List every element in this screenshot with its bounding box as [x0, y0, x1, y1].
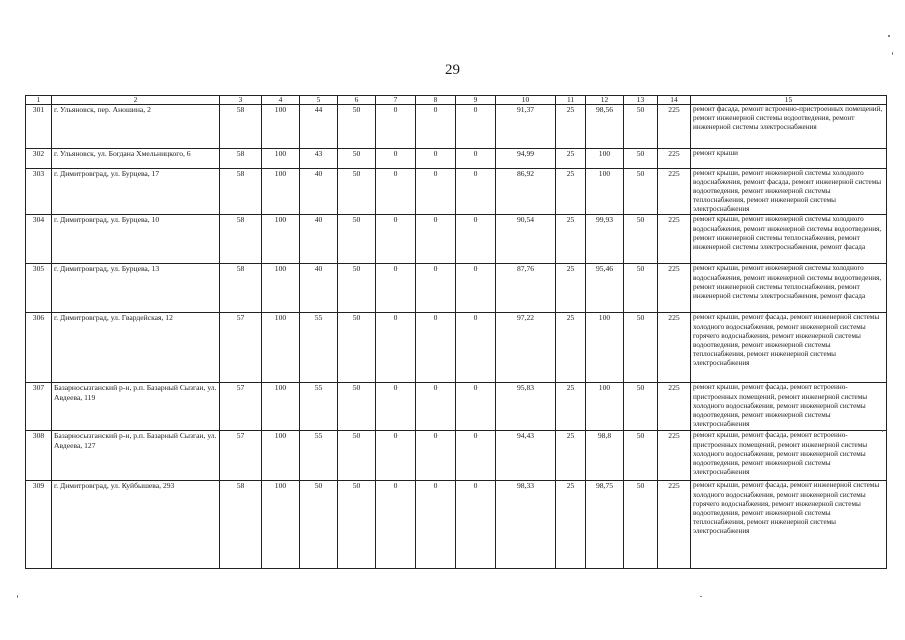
- repair-register-table: [25, 95, 887, 569]
- value-cell: 100: [586, 149, 624, 169]
- value-cell: 0: [416, 149, 456, 169]
- value-cell: 25: [556, 105, 586, 149]
- value-cell: 0: [376, 215, 416, 264]
- value-cell: 50: [624, 313, 658, 383]
- value-cell: 50: [338, 431, 376, 481]
- value-cell: 25: [556, 431, 586, 481]
- column-number-cell: 8: [416, 96, 456, 105]
- value-cell: 225: [658, 313, 691, 383]
- scan-speck: [17, 595, 18, 598]
- address-cell: г. Димитровград, ул. Бурцева, 10: [52, 215, 220, 264]
- value-cell: 57: [220, 431, 262, 481]
- value-cell: 50: [338, 105, 376, 149]
- column-number-cell: 13: [624, 96, 658, 105]
- repair-works-cell: ремонт крыши, ремонт инженерной системы холодного водоснабжения, ремонт инженерной системы водоотведения, ремонт инженерной системы теплоснабжения, ремонт инженерной системы электроснабжения, ремонт фасада: [691, 264, 887, 313]
- scan-speck: [882, 430, 883, 432]
- column-number-cell: 12: [586, 96, 624, 105]
- value-cell: 50: [624, 264, 658, 313]
- value-cell: 0: [416, 215, 456, 264]
- value-cell: 0: [376, 105, 416, 149]
- value-cell: 225: [658, 215, 691, 264]
- address-cell: Базарносызганский р-н, р.п. Базарный Сызган, ул. Авдеева, 127: [52, 431, 220, 481]
- value-cell: 25: [556, 313, 586, 383]
- column-number-cell: 11: [556, 96, 586, 105]
- column-number-cell: 9: [456, 96, 496, 105]
- column-number-cell: 3: [220, 96, 262, 105]
- value-cell: 50: [624, 169, 658, 215]
- column-number-cell: 2: [52, 96, 220, 105]
- value-cell: 0: [416, 481, 456, 569]
- value-cell: 50: [300, 481, 338, 569]
- value-cell: 86,92: [496, 169, 556, 215]
- value-cell: 100: [262, 431, 300, 481]
- address-cell: г. Димитровград, ул. Куйбышева, 293: [52, 481, 220, 569]
- value-cell: 100: [586, 383, 624, 431]
- value-cell: 0: [456, 149, 496, 169]
- address-cell: г. Димитровград, ул. Гвардейская, 12: [52, 313, 220, 383]
- repair-works-cell: ремонт крыши, ремонт фасада, ремонт встроенно-пристроенных помещений, ремонт инженерной системы холодного водоснабжения, ремонт инженерной системы водоотведения, ремонт инженерной системы электроснабжения: [691, 431, 887, 481]
- value-cell: 98,33: [496, 481, 556, 569]
- value-cell: 0: [416, 264, 456, 313]
- row-number-cell: 302: [26, 149, 52, 169]
- value-cell: 0: [376, 169, 416, 215]
- value-cell: 25: [556, 169, 586, 215]
- value-cell: 0: [376, 431, 416, 481]
- value-cell: 99,93: [586, 215, 624, 264]
- value-cell: 94,43: [496, 431, 556, 481]
- column-number-cell: 7: [376, 96, 416, 105]
- value-cell: 58: [220, 105, 262, 149]
- value-cell: 100: [262, 149, 300, 169]
- address-cell: г. Димитровград, ул. Бурцева, 13: [52, 264, 220, 313]
- table-row: [26, 149, 887, 169]
- value-cell: 58: [220, 149, 262, 169]
- value-cell: 58: [220, 215, 262, 264]
- repair-works-cell: ремонт крыши, ремонт фасада, ремонт инженерной системы холодного водоснабжения, ремонт инженерной системы горячего водоснабжения, ремонт инженерной системы водоотведения, ремонт инженерной системы теплоснабжения, ремонт инженерной системы электроснабжения: [691, 313, 887, 383]
- value-cell: 100: [262, 169, 300, 215]
- value-cell: 0: [456, 313, 496, 383]
- table-row: [26, 105, 887, 149]
- value-cell: 50: [338, 313, 376, 383]
- value-cell: 50: [338, 169, 376, 215]
- value-cell: 0: [456, 105, 496, 149]
- value-cell: 25: [556, 149, 586, 169]
- value-cell: 50: [338, 215, 376, 264]
- value-cell: 40: [300, 264, 338, 313]
- table-row: [26, 215, 887, 264]
- value-cell: 225: [658, 264, 691, 313]
- value-cell: 100: [586, 313, 624, 383]
- value-cell: 0: [456, 431, 496, 481]
- value-cell: 40: [300, 169, 338, 215]
- row-number-cell: 306: [26, 313, 52, 383]
- value-cell: 50: [338, 149, 376, 169]
- value-cell: 0: [376, 264, 416, 313]
- row-number-cell: 307: [26, 383, 52, 431]
- repair-works-cell: ремонт крыши, ремонт фасада, ремонт встроенно-пристроенных помещений, ремонт инженерной системы холодного водоснабжения, ремонт инженерной системы водоотведения, ремонт инженерной системы электроснабжения: [691, 383, 887, 431]
- column-number-cell: 1: [26, 96, 52, 105]
- repair-works-cell: ремонт крыши, ремонт фасада, ремонт инженерной системы холодного водоснабжения, ремонт инженерной системы горячего водоснабжения, ремонт инженерной системы водоотведения, ремонт инженерной системы теплоснабжения, ремонт инженерной системы электроснабжения: [691, 481, 887, 569]
- value-cell: 225: [658, 169, 691, 215]
- row-number-cell: 305: [26, 264, 52, 313]
- value-cell: 100: [262, 383, 300, 431]
- value-cell: 0: [456, 264, 496, 313]
- page-number: 29: [445, 62, 460, 78]
- table-row: [26, 431, 887, 481]
- value-cell: 225: [658, 149, 691, 169]
- table-row: [26, 383, 887, 431]
- address-cell: г. Ульяновск, пер. Аношина, 2: [52, 105, 220, 149]
- table-row: [26, 169, 887, 215]
- value-cell: 58: [220, 169, 262, 215]
- table-row: [26, 264, 887, 313]
- value-cell: 225: [658, 383, 691, 431]
- value-cell: 100: [586, 169, 624, 215]
- value-cell: 100: [262, 264, 300, 313]
- address-cell: Базарносызганский р-н, р.п. Базарный Сызган, ул. Авдеева, 119: [52, 383, 220, 431]
- value-cell: 0: [416, 169, 456, 215]
- value-cell: 98,56: [586, 105, 624, 149]
- value-cell: 50: [624, 149, 658, 169]
- value-cell: 0: [376, 481, 416, 569]
- value-cell: 55: [300, 431, 338, 481]
- value-cell: 87,76: [496, 264, 556, 313]
- scan-speck: [892, 52, 893, 55]
- value-cell: 97,22: [496, 313, 556, 383]
- table-row: [26, 481, 887, 569]
- value-cell: 50: [624, 215, 658, 264]
- scan-speck: [700, 596, 702, 597]
- column-number-cell: 4: [262, 96, 300, 105]
- value-cell: 50: [624, 105, 658, 149]
- row-number-cell: 301: [26, 105, 52, 149]
- value-cell: 40: [300, 215, 338, 264]
- value-cell: 0: [416, 105, 456, 149]
- value-cell: 98,8: [586, 431, 624, 481]
- repair-works-cell: ремонт крыши, ремонт инженерной системы холодного водоснабжения, ремонт инженерной системы водоотведения, ремонт инженерной системы теплоснабжения, ремонт инженерной системы электроснабжения, ремонт фасада: [691, 215, 887, 264]
- value-cell: 25: [556, 264, 586, 313]
- value-cell: 25: [556, 215, 586, 264]
- column-number-cell: 10: [496, 96, 556, 105]
- value-cell: 95,46: [586, 264, 624, 313]
- value-cell: 55: [300, 313, 338, 383]
- repair-works-cell: ремонт крыши: [691, 149, 887, 169]
- value-cell: 0: [376, 313, 416, 383]
- value-cell: 225: [658, 431, 691, 481]
- address-cell: г. Ульяновск, ул. Богдана Хмельницкого, 6: [52, 149, 220, 169]
- value-cell: 50: [338, 264, 376, 313]
- column-number-cell: 15: [691, 96, 887, 105]
- value-cell: 90,54: [496, 215, 556, 264]
- column-number-cell: 14: [658, 96, 691, 105]
- value-cell: 225: [658, 105, 691, 149]
- value-cell: 98,75: [586, 481, 624, 569]
- value-cell: 50: [624, 431, 658, 481]
- value-cell: 0: [416, 431, 456, 481]
- value-cell: 0: [416, 383, 456, 431]
- value-cell: 225: [658, 481, 691, 569]
- value-cell: 50: [338, 481, 376, 569]
- column-number-header-row: [26, 96, 887, 105]
- column-number-cell: 5: [300, 96, 338, 105]
- value-cell: 0: [376, 383, 416, 431]
- value-cell: 44: [300, 105, 338, 149]
- value-cell: 50: [624, 481, 658, 569]
- value-cell: 95,83: [496, 383, 556, 431]
- value-cell: 0: [456, 481, 496, 569]
- value-cell: 55: [300, 383, 338, 431]
- value-cell: 100: [262, 313, 300, 383]
- row-number-cell: 303: [26, 169, 52, 215]
- row-number-cell: 309: [26, 481, 52, 569]
- repair-works-cell: ремонт фасада, ремонт встроенно-пристроенных помещений, ремонт инженерной системы водоотведения, ремонт инженерной системы электроснабжения: [691, 105, 887, 149]
- value-cell: 100: [262, 215, 300, 264]
- value-cell: 58: [220, 264, 262, 313]
- column-number-cell: 6: [338, 96, 376, 105]
- repair-works-cell: ремонт крыши, ремонт инженерной системы холодного водоснабжения, ремонт фасада, ремонт инженерной системы водоотведения, ремонт инженерной системы теплоснабжения, ремонт инженерной системы электроснабжения: [691, 169, 887, 215]
- value-cell: 100: [262, 481, 300, 569]
- value-cell: 58: [220, 481, 262, 569]
- value-cell: 57: [220, 383, 262, 431]
- value-cell: 91,37: [496, 105, 556, 149]
- row-number-cell: 308: [26, 431, 52, 481]
- value-cell: 0: [456, 169, 496, 215]
- value-cell: 0: [456, 383, 496, 431]
- value-cell: 25: [556, 481, 586, 569]
- value-cell: 50: [624, 383, 658, 431]
- scan-speck: [888, 35, 890, 37]
- value-cell: 0: [416, 313, 456, 383]
- address-cell: г. Димитровград, ул. Бурцева, 17: [52, 169, 220, 215]
- row-number-cell: 304: [26, 215, 52, 264]
- value-cell: 94,99: [496, 149, 556, 169]
- table-row: [26, 313, 887, 383]
- value-cell: 43: [300, 149, 338, 169]
- value-cell: 100: [262, 105, 300, 149]
- value-cell: 57: [220, 313, 262, 383]
- value-cell: 0: [376, 149, 416, 169]
- value-cell: 0: [456, 215, 496, 264]
- value-cell: 50: [338, 383, 376, 431]
- value-cell: 25: [556, 383, 586, 431]
